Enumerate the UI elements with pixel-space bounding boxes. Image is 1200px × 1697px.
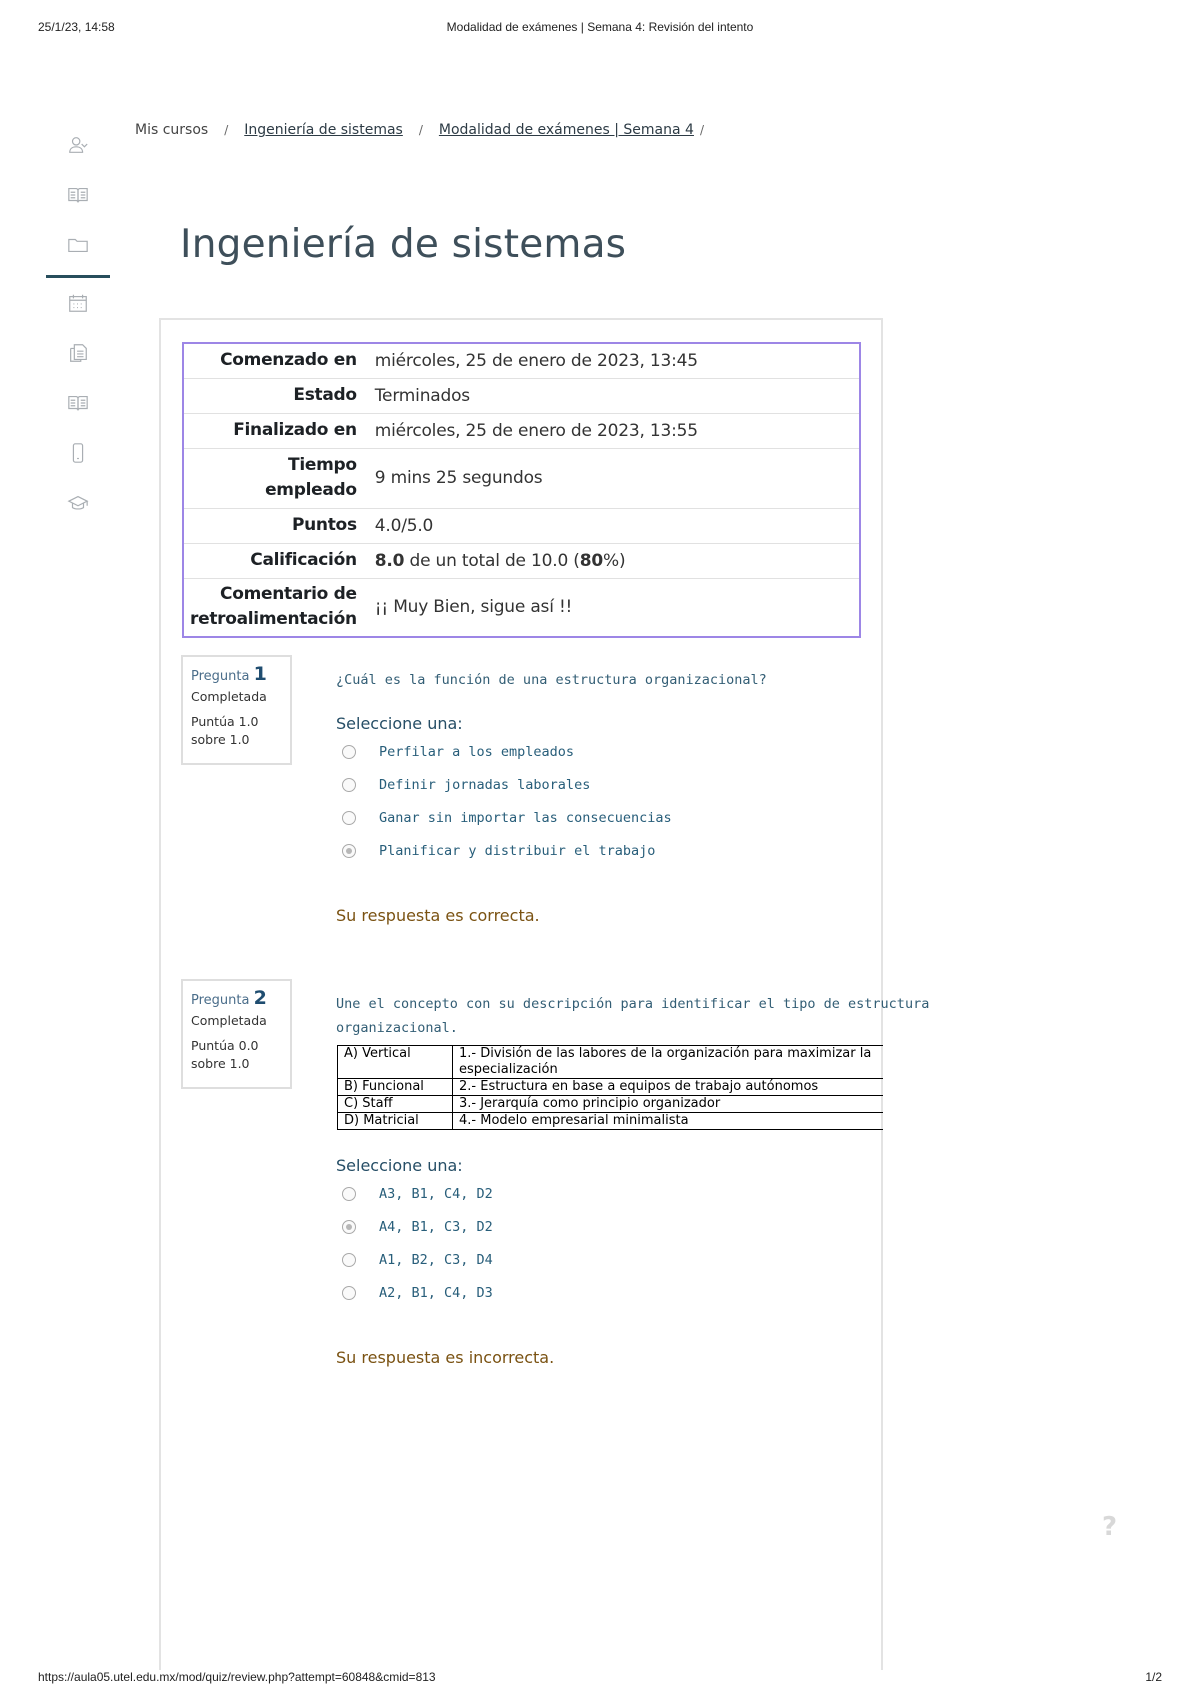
question-number: 2 [253, 987, 267, 1009]
answer-label: Planificar y distribuir el trabajo [379, 843, 656, 859]
question-number-line [191, 663, 282, 685]
matching-description: 2.- Estructura en base a equipos de trabajo autónomos [453, 1079, 884, 1096]
sidebar-item-files[interactable] [46, 220, 110, 278]
answer-option[interactable] [342, 744, 574, 760]
mobile-icon [67, 442, 89, 464]
answer-option-selected[interactable] [342, 843, 655, 859]
question-number-line [191, 987, 282, 1009]
answer-label: A1, B2, C3, D4 [379, 1252, 493, 1268]
question-grade [191, 1037, 282, 1073]
matching-row [338, 1113, 884, 1130]
calendar-icon [67, 292, 89, 314]
print-header [38, 20, 1162, 36]
summary-label-line: Comentario de [220, 584, 357, 605]
matching-concept: D) Matricial [338, 1113, 453, 1130]
summary-row-marks [183, 508, 860, 543]
print-document-title: Modalidad de exámenes | Semana 4: Revisión del intento [446, 20, 754, 34]
summary-value: 9 mins 25 segundos [369, 448, 860, 508]
radio-button[interactable] [342, 778, 356, 792]
matching-description: 3.- Jerarquía como principio organizador [453, 1096, 884, 1113]
summary-row-finished [183, 413, 860, 448]
radio-button-checked[interactable] [342, 1220, 356, 1234]
question-grade-line: Puntúa 0.0 [191, 1038, 259, 1053]
question-mark-icon[interactable]: ? [1102, 1512, 1118, 1542]
summary-value: miércoles, 25 de enero de 2023, 13:55 [369, 413, 860, 448]
user-icon [67, 134, 89, 156]
summary-row-state [183, 378, 860, 413]
summary-label: Calificación [183, 543, 369, 578]
summary-row-feedback [183, 578, 860, 637]
breadcrumb-course-link[interactable]: Ingeniería de sistemas [244, 122, 403, 138]
book-icon [67, 392, 89, 414]
matching-row [338, 1046, 884, 1079]
matching-row [338, 1079, 884, 1096]
answer-option-selected[interactable] [342, 1219, 493, 1235]
question-state: Completada [191, 689, 267, 704]
summary-label: Comenzado en [220, 350, 357, 371]
radio-button[interactable] [342, 1187, 356, 1201]
book-icon [67, 184, 89, 206]
answer-label: Definir jornadas laborales [379, 777, 591, 793]
question-prefix: Pregunta [191, 669, 250, 684]
summary-value: 4.0/5.0 [369, 508, 860, 543]
summary-value: miércoles, 25 de enero de 2023, 13:45 [374, 350, 698, 371]
grade-value: 8.0 [374, 550, 405, 571]
question-text-line: Une el concepto con su descripción para identificar el tipo de estructura [336, 996, 930, 1012]
folder-icon [67, 234, 89, 256]
print-page-number: 1/2 [1145, 1670, 1162, 1684]
matching-row [338, 1096, 884, 1113]
grade-suffix: %) [602, 550, 626, 571]
question-grade-line: sobre 1.0 [191, 1056, 250, 1071]
print-footer [38, 1670, 1162, 1686]
matching-table [337, 1045, 883, 1130]
answer-label: A2, B1, C4, D3 [379, 1285, 493, 1301]
question-prefix: Pregunta [191, 993, 250, 1008]
question-grade [191, 713, 282, 749]
grade-total-text: de un total de 10.0 ( [404, 550, 580, 571]
summary-label: Finalizado en [183, 413, 369, 448]
sidebar-item-courses[interactable] [46, 170, 110, 220]
question-text [336, 992, 929, 1040]
matching-table-image [337, 1045, 883, 1130]
breadcrumb-my-courses[interactable]: Mis cursos [135, 122, 209, 138]
breadcrumb [135, 122, 704, 138]
sidebar-item-profile[interactable] [46, 120, 110, 170]
question-info-1 [181, 655, 292, 765]
answer-feedback: Su respuesta es correcta. [336, 906, 540, 925]
answer-label: A3, B1, C4, D2 [379, 1186, 493, 1202]
radio-button-checked[interactable] [342, 844, 356, 858]
summary-label-line: empleado [265, 480, 357, 500]
documents-icon [67, 342, 89, 364]
breadcrumb-separator: / [699, 123, 704, 137]
summary-label-line: Tiempo [288, 455, 357, 475]
summary-label [183, 578, 369, 637]
matching-description: 4.- Modelo empresarial minimalista [453, 1113, 884, 1130]
answer-option[interactable] [342, 777, 590, 793]
question-info-2 [181, 979, 292, 1089]
question-grade-line: Puntúa 1.0 [191, 714, 259, 729]
sidebar-item-mobile[interactable] [46, 428, 110, 478]
answer-label: Perfilar a los empleados [379, 744, 575, 760]
question-state: Completada [191, 1013, 267, 1028]
sidebar-item-graduation[interactable] [46, 478, 110, 528]
breadcrumb-quiz-link[interactable]: Modalidad de exámenes | Semana 4 [438, 122, 694, 138]
question-text: ¿Cuál es la función de una estructura organizacional? [336, 672, 767, 688]
answer-label: Ganar sin importar las consecuencias [379, 810, 672, 826]
grade-percent: 80 [579, 550, 603, 571]
question-number: 1 [253, 663, 267, 685]
matching-concept: B) Funcional [338, 1079, 453, 1096]
matching-concept: C) Staff [338, 1096, 453, 1113]
print-date: 25/1/23, 14:58 [38, 20, 115, 34]
summary-label: Puntos [183, 508, 369, 543]
breadcrumb-separator: / [418, 123, 423, 137]
answer-feedback: Su respuesta es incorrecta. [336, 1348, 555, 1367]
answer-option[interactable] [342, 1285, 493, 1301]
answer-label: A4, B1, C3, D2 [379, 1219, 493, 1235]
summary-value [369, 543, 860, 578]
summary-value: Terminados [369, 378, 860, 413]
graduation-cap-icon [67, 492, 89, 514]
summary-row-grade [183, 543, 860, 578]
summary-row-started [183, 343, 860, 378]
attempt-summary-table [182, 342, 861, 638]
answer-prompt: Seleccione una: [336, 714, 463, 733]
answer-option[interactable] [342, 1252, 493, 1268]
radio-button[interactable] [342, 811, 356, 825]
sidebar-item-calendar[interactable] [46, 278, 110, 328]
answer-prompt: Seleccione una: [336, 1156, 463, 1175]
print-url: https://aula05.utel.edu.mx/mod/quiz/review.php?attempt=60848&cmid=813 [38, 1670, 436, 1684]
summary-value: ¡¡ Muy Bien, sigue así !! [369, 578, 860, 637]
radio-button[interactable] [342, 1286, 356, 1300]
matching-concept: A) Vertical [338, 1046, 453, 1079]
question-grade-line: sobre 1.0 [191, 732, 250, 747]
page-title: Ingeniería de sistemas [180, 222, 627, 267]
breadcrumb-separator: / [224, 123, 229, 137]
summary-label: Estado [183, 378, 369, 413]
left-sidebar [46, 120, 110, 528]
summary-row-time-taken [183, 448, 860, 508]
matching-description: 1.- División de las labores de la organización para maximizar la especialización [453, 1046, 884, 1079]
radio-button[interactable] [342, 1253, 356, 1267]
radio-button[interactable] [342, 745, 356, 759]
answer-option[interactable] [342, 1186, 493, 1202]
answer-option[interactable] [342, 810, 672, 826]
summary-label [183, 448, 369, 508]
question-text-line: organizacional. [336, 1020, 458, 1036]
sidebar-item-library[interactable] [46, 378, 110, 428]
summary-label-line: retroalimentación [190, 609, 357, 630]
sidebar-item-documents[interactable] [46, 328, 110, 378]
